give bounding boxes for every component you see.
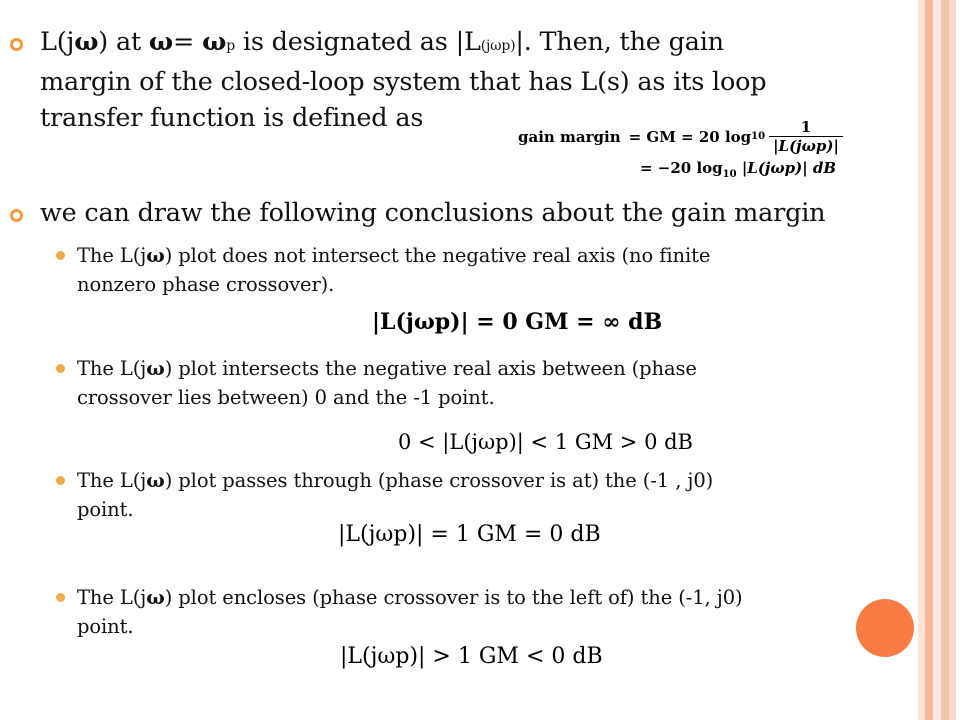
gm-eq-line-2 <box>640 159 843 180</box>
item-line-1 <box>77 466 937 495</box>
gm-eq-line-1 <box>518 118 843 155</box>
gm-eq-2: = −20 log <box>640 159 723 177</box>
item-line-1 <box>77 354 937 383</box>
sub-bullet-icon <box>56 593 65 602</box>
bullet-icon <box>10 38 23 51</box>
stripe <box>949 0 956 720</box>
item-equation: |L(jωp)| = 0 GM = ∞ dB <box>372 309 663 335</box>
sub-bullet-icon <box>56 364 65 373</box>
item-text: The L(j <box>77 357 147 380</box>
item-line-1 <box>77 583 937 612</box>
stripe <box>941 0 949 720</box>
gm-definition-equation <box>518 118 843 180</box>
omega-symbol: ω <box>146 357 165 380</box>
stripe <box>956 0 960 720</box>
item-text: The L(j <box>77 469 147 492</box>
item-equation: |L(jωp)| > 1 GM < 0 dB <box>340 644 603 669</box>
bullet-icon <box>10 209 23 222</box>
item-line-1 <box>77 241 937 270</box>
conclusion-item <box>77 583 937 641</box>
intro-text: |. Then, the gain <box>515 27 724 57</box>
gm-eq-2-rest: |L(jωp)| dB <box>741 159 837 177</box>
gm-fraction <box>769 118 843 155</box>
intro-text: = <box>173 27 203 57</box>
gm-eq-1: = GM = 20 log <box>628 127 752 146</box>
item-line-2: crossover lies between) 0 and the -1 point. <box>77 386 495 409</box>
item-text: ) plot encloses (phase crossover is to the left of) the (-1, j0) <box>164 586 743 609</box>
fraction-denominator: |L(jωp)| <box>773 137 839 155</box>
item-text: ) plot intersects the negative real axis between (phase <box>164 357 697 380</box>
omega-symbol: ω <box>146 586 165 609</box>
intro-line-3: transfer function is defined as <box>40 103 424 133</box>
intro-text: is designated as |L <box>234 27 481 57</box>
omega-symbol: ω <box>202 27 227 57</box>
intro-text: ) at <box>98 27 149 57</box>
fraction-numerator: 1 <box>769 118 843 137</box>
intro-line-2: margin of the closed-loop system that has L(s) as its loop <box>40 67 767 97</box>
log-sub: 10 <box>722 169 737 180</box>
item-equation: |L(jωp)| = 1 GM = 0 dB <box>338 522 601 547</box>
item-line-2: point. <box>77 498 134 521</box>
intro-line-1 <box>40 24 900 64</box>
omega-symbol: ω <box>148 27 174 57</box>
sub-bullet-icon <box>56 476 65 485</box>
intro-text: L(j <box>40 27 75 57</box>
log-sub: 10 <box>751 131 766 142</box>
item-line-2: point. <box>77 615 134 638</box>
conclusion-item <box>77 466 937 524</box>
sub-bullet-icon <box>56 251 65 260</box>
omega-symbol: ω <box>146 469 165 492</box>
subscript-p: p <box>226 38 235 54</box>
subscript-jwp: (jωp) <box>480 38 516 54</box>
gm-label: gain margin <box>518 127 621 146</box>
item-text: ) plot passes through (phase crossover is at) the (-1 , j0) <box>164 469 714 492</box>
item-text: The L(j <box>77 586 147 609</box>
paragraph-conclusions: we can draw the following conclusions about the gain margin <box>40 198 826 228</box>
item-equation: 0 < |L(jωp)| < 1 GM > 0 dB <box>398 430 693 454</box>
conclusion-item <box>77 354 937 412</box>
item-line-2: nonzero phase crossover). <box>77 273 335 296</box>
omega-symbol: ω <box>146 244 165 267</box>
omega-symbol: ω <box>74 27 99 57</box>
item-text: ) plot does not intersect the negative real axis (no finite <box>164 244 711 267</box>
item-text: The L(j <box>77 244 147 267</box>
conclusion-item <box>77 241 937 299</box>
